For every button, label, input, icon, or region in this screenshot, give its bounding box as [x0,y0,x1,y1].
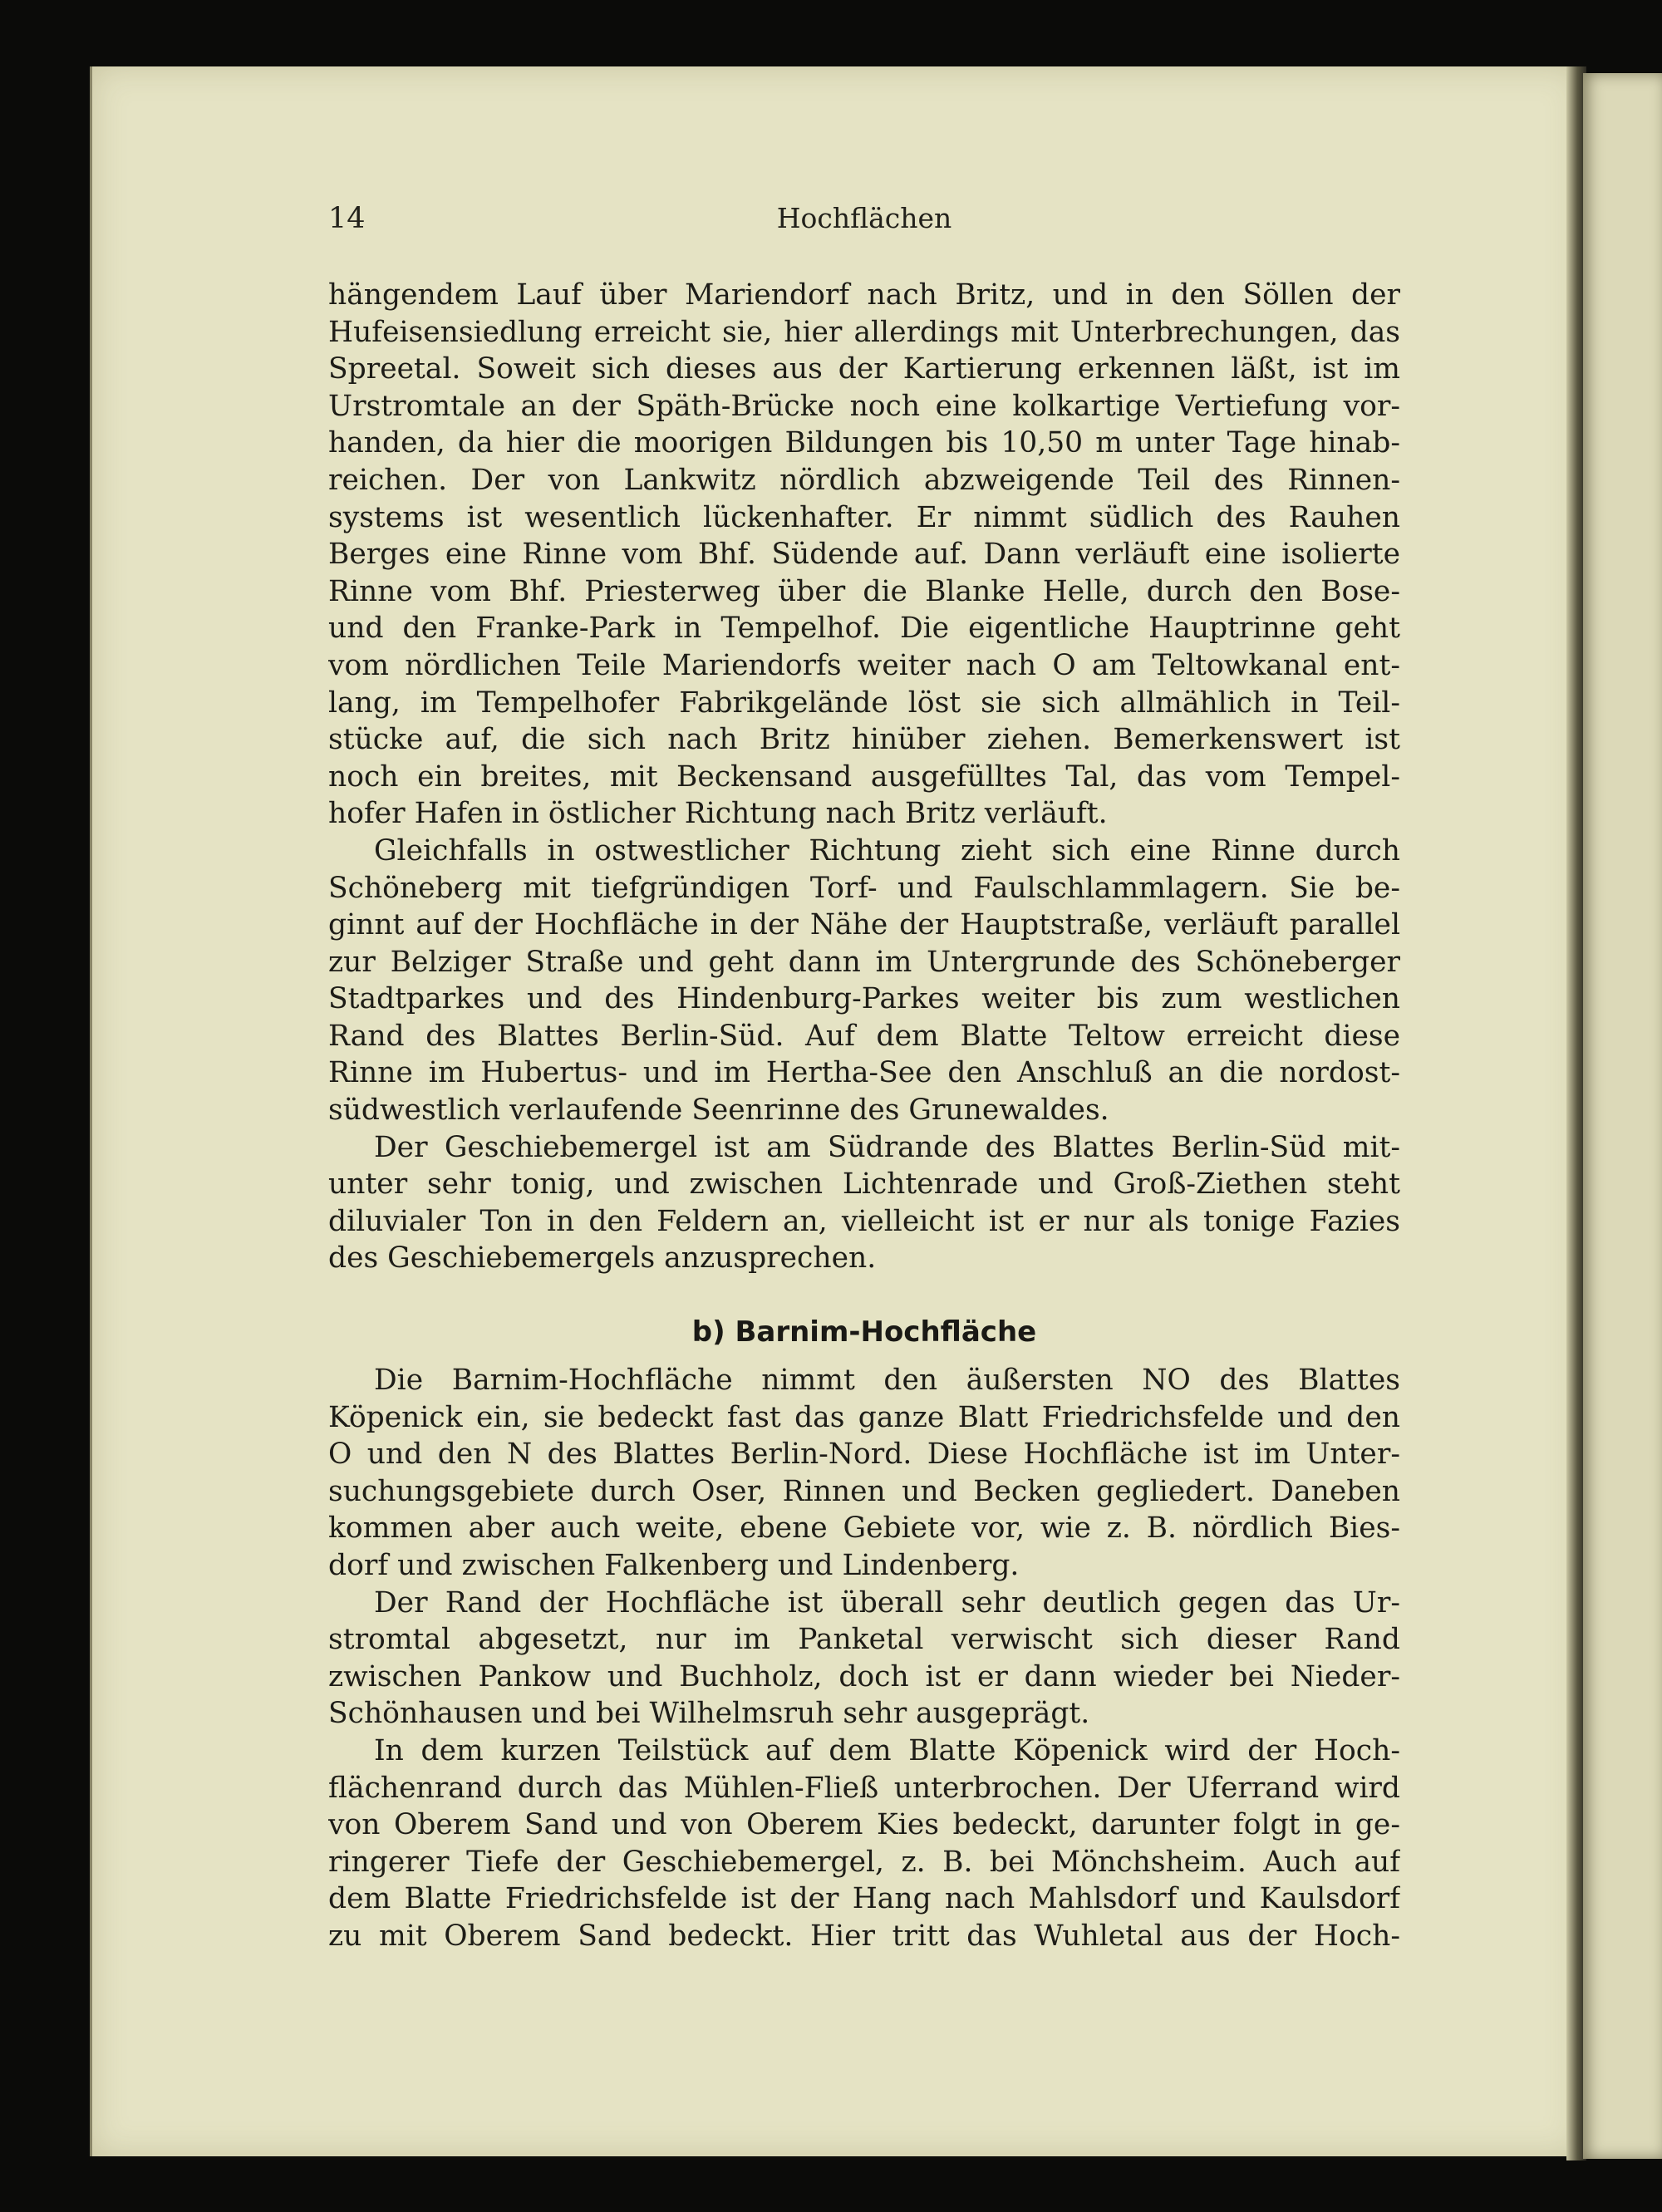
text-line: ringerer Tiefe der Geschiebemergel, z. B. bei Mönchsheim. Auch auf [328,1845,1400,1879]
text-line: diluvialer Ton in den Feldern an, vielleicht ist er nur als tonige Fazies [328,1204,1400,1238]
text-line: Urstromtale an der Späth-Brücke noch eine kolkartige Vertiefung vor- [328,389,1400,423]
text-line: In dem kurzen Teilstück auf dem Blatte Köpenick wird der Hoch- [374,1733,1400,1767]
text-line: des Geschiebemergels anzusprechen. [328,1241,877,1276]
text-line: zur Belziger Straße und geht dann im Untergrunde des Schöneberger [328,945,1400,979]
text-line: zu mit Oberem Sand bedeckt. Hier tritt das Wuhletal aus der Hoch- [328,1919,1400,1953]
text-line: stromtal abgesetzt, nur im Panketal verwischt sich dieser Rand [328,1623,1400,1657]
text-line: Die Barnim-Hochfläche nimmt den äußersten NO des Blattes [374,1364,1400,1398]
text-line: vom nördlichen Teile Mariendorfs weiter nach O am Teltowkanal ent- [328,648,1400,682]
text-line: Hufeisensiedlung erreicht sie, hier allerdings mit Unterbrechungen, das [328,315,1400,349]
text-line: stücke auf, die sich nach Britz hinüber ziehen. Bemerkenswert ist [328,723,1400,757]
text-line: handen, da hier die moorigen Bildungen bis 10,50 m unter Tage hinab- [328,426,1400,460]
text-line: Köpenick ein, sie bedeckt fast das ganze Blatt Friedrichsfelde und den [328,1400,1400,1434]
text-line: Rinne im Hubertus- und im Hertha-See den Anschluß an die nordost- [328,1056,1400,1090]
text-line: Der Rand der Hochfläche ist überall sehr deutlich gegen das Ur- [374,1585,1400,1620]
text-line: von Oberem Sand und von Oberem Kies bedeckt, darunter folgt in ge- [328,1808,1400,1842]
paragraph-3 [328,1129,1400,1277]
text-line: dem Blatte Friedrichsfelde ist der Hang nach Mahlsdorf und Kaulsdorf [328,1882,1400,1916]
text-line: hofer Hafen in östlicher Richtung nach Britz verläuft. [328,797,1108,831]
text-line: dorf und zwischen Falkenberg und Lindenberg. [328,1549,1020,1582]
paragraph-2 [328,833,1400,1129]
paragraph-1 [328,277,1400,833]
body-text [328,277,1400,1955]
text-line: Spreetal. Soweit sich dieses aus der Kartierung erkennen läßt, ist im [328,352,1400,386]
text-line: ginnt auf der Hochfläche in der Nähe der Hauptstraße, verläuft parallel [328,908,1400,942]
text-line: und den Franke-Park in Tempelhof. Die eigentliche Hauptrinne geht [328,612,1400,646]
text-line: südwestlich verlaufende Seenrinne des Grunewaldes. [328,1094,1109,1128]
text-line: kommen aber auch weite, ebene Gebiete vor, wie z. B. nördlich Bies- [328,1512,1400,1546]
text-line: unter sehr tonig, und zwischen Lichtenrade und Groß-Ziethen steht [328,1167,1400,1202]
text-line: Berges eine Rinne vom Bhf. Südende auf. Dann verläuft eine isolierte [328,538,1400,572]
page-header [328,202,1400,238]
text-line: Rand des Blattes Berlin-Süd. Auf dem Blatte Teltow erreicht diese [328,1019,1400,1053]
text-line: suchungsgebiete durch Oser, Rinnen und Becken gegliedert. Daneben [328,1474,1400,1508]
paragraph-6 [328,1733,1400,1955]
text-line: Stadtparkes und des Hindenburg-Parkes weiter bis zum westlichen [328,982,1400,1016]
text-line: Der Geschiebemergel ist am Südrande des Blattes Berlin-Süd mit- [374,1130,1400,1164]
facing-page-edge [1583,73,1662,2159]
page-number: 14 [328,202,366,235]
text-line: O und den N des Blattes Berlin-Nord. Diese Hochfläche ist im Unter- [328,1438,1400,1472]
text-line: Gleichfalls in ostwestlicher Richtung zieht sich eine Rinne durch [374,833,1400,868]
paragraph-4 [328,1362,1400,1585]
running-head: Hochflächen [776,202,952,234]
text-line: Schöneberg mit tiefgründigen Torf- und Faulschlammlagern. Sie be- [328,871,1400,905]
text-line: reichen. Der von Lankwitz nördlich abzweigende Teil des Rinnen- [328,463,1400,497]
paragraph-5 [328,1585,1400,1733]
text-line: noch ein breites, mit Beckensand ausgefülltes Tal, das vom Tempel- [328,759,1400,794]
text-line: hängendem Lauf über Mariendorf nach Britz, und in den Söllen der [328,278,1400,312]
text-line: lang, im Tempelhofer Fabrikgelände löst sie sich allmählich in Teil- [328,686,1400,720]
text-line: zwischen Pankow und Buchholz, doch ist er dann wieder bei Nieder- [328,1659,1400,1693]
text-line: flächenrand durch das Mühlen-Fließ unterbrochen. Der Uferrand wird [328,1771,1400,1805]
text-line: Schönhausen und bei Wilhelmsruh sehr ausgeprägt. [328,1697,1090,1731]
text-line: systems ist wesentlich lückenhafter. Er nimmt südlich des Rauhen [328,500,1400,534]
section-heading: b) Barnim-Hochfläche [691,1315,1037,1349]
text-line: Rinne vom Bhf. Priesterweg über die Blanke Helle, durch den Bose- [328,574,1400,608]
